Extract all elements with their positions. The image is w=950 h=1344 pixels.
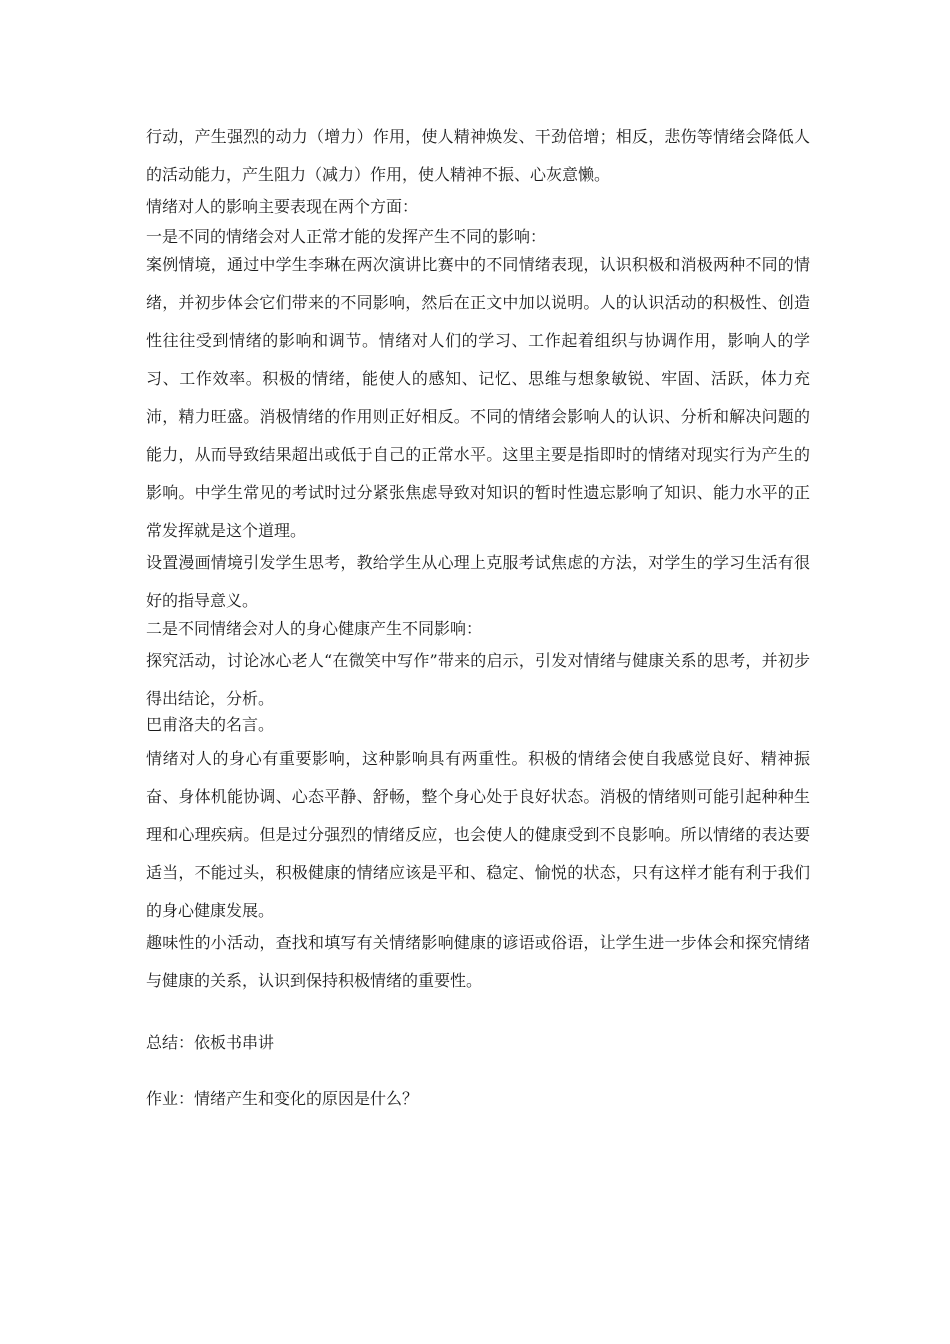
paragraph-summary: 总结：依板书串讲 [146, 1033, 275, 1052]
paragraph-emotion-effects-intro: 行动，产生强烈的动力（增力）作用，使人精神焕发、干劲倍增；相反，悲伤等情绪会降低人的活动能力，产生阻力（减力）作用，使人精神不振、心灰意懒。 [146, 127, 810, 184]
paragraph-comic-scenario: 设置漫画情境引发学生思考，教给学生从心理上克服考试焦虑的方法，对学生的学习生活有很好的指导意义。 [146, 553, 810, 610]
paragraph-aspect-two-heading: 二是不同情绪会对人的身心健康产生不同影响： [146, 619, 483, 638]
document-page [146, 118, 810, 1112]
paragraph-homework: 作业：情绪产生和变化的原因是什么？ [146, 1089, 419, 1108]
paragraph-fun-activity: 趣味性的小活动，查找和填写有关情绪影响健康的谚语或俗语，让学生进一步体会和探究情绪与健康的关系，认识到保持积极情绪的重要性。 [146, 933, 810, 990]
paragraph-inquiry-activity: 探究活动，讨论冰心老人“在微笑中写作”带来的启示，引发对情绪与健康关系的思考，并初步得出结论，分析。 [146, 651, 810, 708]
paragraph-two-aspects: 情绪对人的影响主要表现在两个方面： [146, 197, 419, 216]
paragraph-aspect-one-heading: 一是不同的情绪会对人正常才能的发挥产生不同的影响： [146, 227, 547, 246]
paragraph-pavlov-quote: 巴甫洛夫的名言。 [146, 715, 275, 734]
paragraph-case-scenario: 案例情境，通过中学生李琳在两次演讲比赛中的不同情绪表现，认识积极和消极两种不同的情绪，并初步体会它们带来的不同影响，然后在正文中加以说明。人的认识活动的积极性、创造性往往受到情绪的影响和调节。情绪对人们的学习、工作起着组织与协调作用，影响人的学习、工作效率。积极的情绪，能使人的感知、记忆、思维与想象敏锐、牢固、活跃，体力充沛，精力旺盛。消极情绪的作用则正好相反。不同的情绪会影响人的认识、分析和解决问题的能力，从而导致结果超出或低于自己的正常水平。这里主要是指即时的情绪对现实行为产生的影响。中学生常见的考试时过分紧张焦虑导致对知识的暂时性遗忘影响了知识、能力水平的正常发挥就是这个道理。 [146, 255, 810, 540]
paragraph-dual-nature: 情绪对人的身心有重要影响，这种影响具有两重性。积极的情绪会使自我感觉良好、精神振奋、身体机能协调、心态平静、舒畅，整个身心处于良好状态。消极的情绪则可能引起种种生理和心理疾病。但是过分强烈的情绪反应，也会使人的健康受到不良影响。所以情绪的表达要适当，不能过头，积极健康的情绪应该是平和、稳定、愉悦的状态，只有这样才能有利于我们的身心健康发展。 [146, 749, 810, 920]
